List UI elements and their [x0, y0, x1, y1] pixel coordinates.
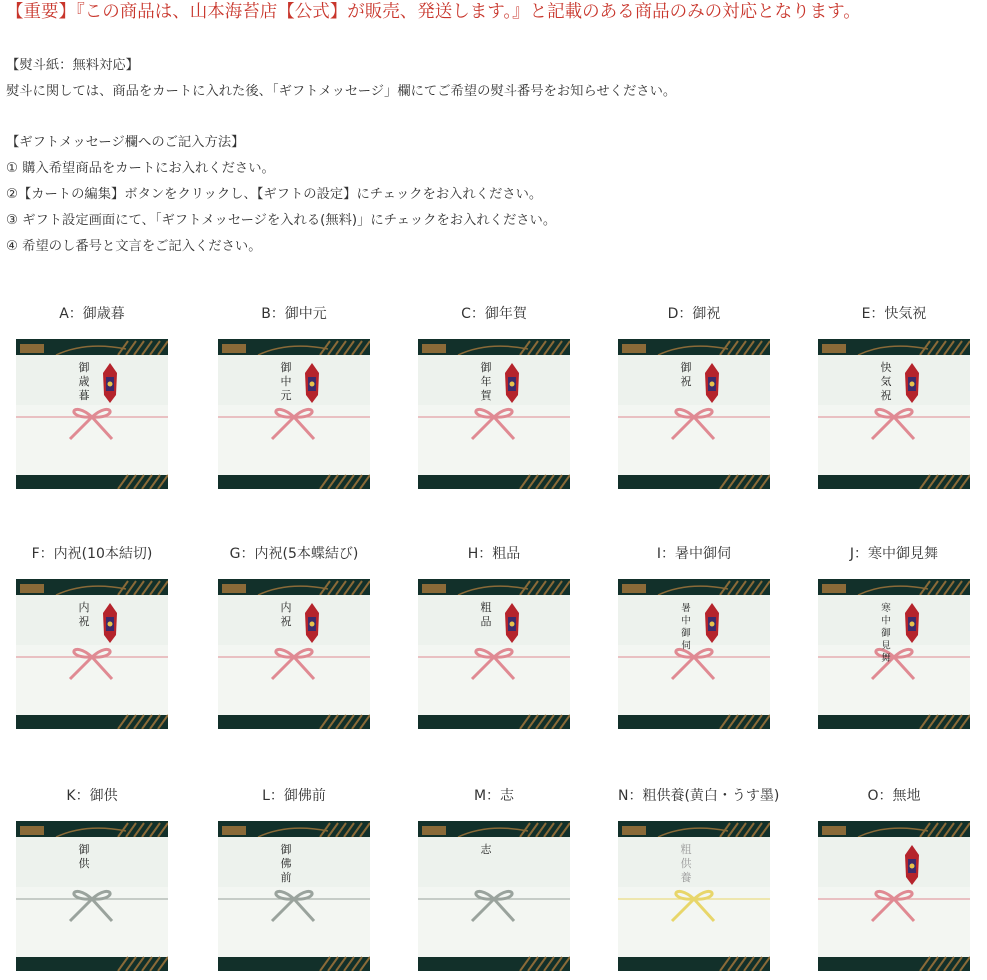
omotegaki-char: 供 — [680, 857, 692, 870]
noshi-package-image — [818, 821, 970, 971]
noshi-package-image — [16, 339, 168, 489]
omotegaki-char: 祝 — [78, 615, 90, 628]
omotegaki-char: 祝 — [880, 389, 892, 402]
noshi-package-image — [618, 821, 770, 971]
noshi-option-label: F：内祝(10本結切) — [31, 546, 153, 562]
noshi-option-label: H：粗品 — [467, 546, 521, 562]
omotegaki-char: 御 — [280, 843, 292, 856]
noshi-option-label: C：御年賀 — [461, 306, 527, 322]
noshi-option-label: B：御中元 — [261, 306, 327, 322]
noshi-package-image — [818, 579, 970, 729]
noshi-info-title: 【熨斗紙：無料対応】 — [6, 58, 139, 73]
omotegaki-char: 暮 — [78, 389, 90, 402]
omotegaki-char: 内 — [78, 601, 90, 614]
omotegaki-char: 養 — [680, 871, 692, 884]
noshi-package-image — [618, 339, 770, 489]
omotegaki-char: 供 — [78, 857, 90, 870]
omotegaki-char: 寒 — [881, 603, 891, 614]
omotegaki-char: 御 — [681, 628, 691, 639]
gift-message-instructions — [6, 130, 556, 260]
noshi-option-label: I：暑中御伺 — [656, 546, 732, 562]
noshi-package-image — [16, 579, 168, 729]
noshi-option-label: A：御歳暮 — [59, 306, 125, 322]
noshi-option-label: K：御供 — [66, 788, 118, 804]
noshi-option-label: G：内祝(5本蝶結び) — [229, 546, 359, 562]
noshi-option-label: M：志 — [473, 788, 515, 804]
omotegaki-char: 元 — [280, 389, 292, 402]
noshi-package-image — [218, 339, 370, 489]
instruction-step-4: ④ 希望のし番号と文言をご記入ください。 — [6, 239, 262, 254]
instruction-step-3: ③ ギフト設定画面にて、「ギフトメッセージを入れる(無料)」にチェックをお入れください。 — [6, 213, 557, 228]
omotegaki-char: 気 — [880, 375, 892, 388]
noshi-package-image — [218, 579, 370, 729]
noshi-package-image — [418, 821, 570, 971]
omotegaki-char: 御 — [881, 628, 891, 639]
omotegaki-char: 中 — [681, 615, 691, 627]
omotegaki-char: 御 — [78, 361, 90, 374]
omotegaki-char: 内 — [280, 601, 292, 614]
noshi-package-image — [218, 821, 370, 971]
noshi-option-label: O：無地 — [867, 788, 921, 804]
noshi-package-image — [418, 579, 570, 729]
omotegaki-char: 中 — [280, 375, 292, 388]
omotegaki-char: 中 — [881, 615, 891, 627]
instructions-title: 【ギフトメッセージ欄へのご記入方法】 — [6, 135, 245, 150]
noshi-package-image — [16, 821, 168, 971]
omotegaki-char: 祝 — [680, 375, 692, 388]
omotegaki-char: 志 — [480, 843, 492, 856]
noshi-option-label: J：寒中御見舞 — [849, 546, 939, 562]
noshi-package-image — [618, 579, 770, 729]
noshi-option-label: L：御佛前 — [262, 788, 326, 804]
omotegaki-char: 暑 — [681, 603, 691, 614]
omotegaki-char: 伺 — [681, 640, 691, 652]
omotegaki-char: 舞 — [881, 653, 891, 664]
omotegaki-char: 粗 — [680, 843, 692, 856]
omotegaki-char: 御 — [480, 361, 492, 374]
omotegaki-char: 御 — [280, 361, 292, 374]
omotegaki-char: 歳 — [78, 375, 90, 388]
omotegaki-char: 佛 — [280, 857, 292, 870]
omotegaki-char: 祝 — [280, 615, 292, 628]
omotegaki-char: 品 — [480, 615, 492, 628]
noshi-package-image — [818, 339, 970, 489]
omotegaki-char: 見 — [881, 640, 891, 652]
noshi-option-label: D：御祝 — [667, 306, 721, 322]
omotegaki-char: 御 — [78, 843, 90, 856]
noshi-option-label: N：粗供養(黄白・うす墨) — [618, 788, 780, 804]
noshi-option-label: E：快気祝 — [861, 306, 927, 322]
instruction-step-1: ① 購入希望商品をカートにお入れください。 — [6, 161, 275, 176]
noshi-info-text: 熨斗に関しては、商品をカートに入れた後、「ギフトメッセージ」欄にてご希望の熨斗番号をお知らせください。 — [6, 84, 677, 99]
noshi-info — [6, 53, 676, 105]
instruction-step-2: ②【カートの編集】ボタンをクリックし、【ギフトの設定】にチェックをお入れください。 — [6, 187, 543, 202]
omotegaki-char: 前 — [280, 871, 292, 884]
omotegaki-char: 御 — [680, 361, 692, 374]
omotegaki-char: 賀 — [480, 389, 492, 402]
noshi-package-image — [418, 339, 570, 489]
omotegaki-char: 年 — [480, 375, 492, 388]
omotegaki-char: 快 — [880, 361, 892, 374]
important-notice: 【重要】『この商品は、山本海苔店【公式】が販売、発送します。』と記載のある商品のみの対応となります。 — [6, 2, 861, 22]
omotegaki-char: 粗 — [480, 601, 492, 614]
